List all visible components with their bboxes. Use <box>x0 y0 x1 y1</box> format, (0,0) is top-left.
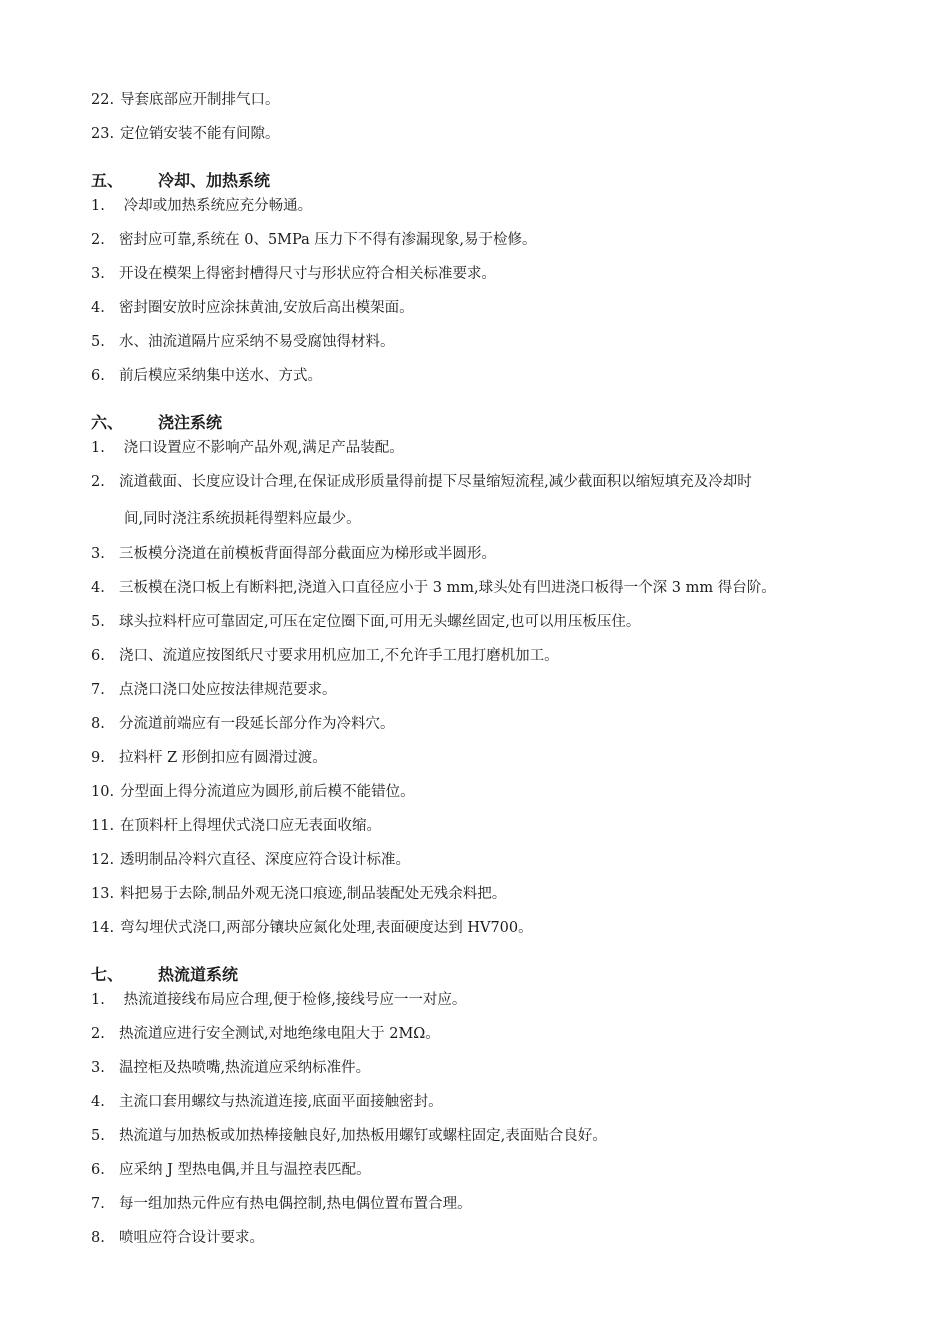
item-number: 8. <box>91 716 105 732</box>
list-item <box>91 1195 472 1213</box>
item-text: 热流道与加热板或加热棒接触良好,加热板用螺钉或螺柱固定,表面贴合良好。 <box>119 1128 607 1144</box>
list-item <box>91 991 466 1009</box>
list-item <box>91 783 415 801</box>
item-number: 1. <box>91 992 105 1008</box>
item-number: 22. <box>91 92 115 108</box>
list-item <box>91 473 752 491</box>
list-item <box>91 919 533 937</box>
list-item <box>91 265 496 283</box>
item-text: 点浇口浇口处应按法律规范要求。 <box>119 682 337 698</box>
list-item <box>91 647 559 665</box>
section-title: 冷却、加热系统 <box>158 171 271 190</box>
item-text: 浇口、流道应按图纸尺寸要求用机应加工,不允许手工甩打磨机加工。 <box>119 648 559 664</box>
item-number: 12. <box>91 852 115 868</box>
item-text: 应采纳 J 型热电偶,并且与温控表匹配。 <box>119 1162 371 1178</box>
item-text: 热流道应进行安全测试,对地绝缘电阻大于 2MΩ。 <box>119 1026 440 1042</box>
item-text: 主流口套用螺纹与热流道连接,底面平面接触密封。 <box>119 1094 443 1110</box>
item-number: 4. <box>91 1094 105 1110</box>
item-number: 9. <box>91 750 105 766</box>
item-number: 14. <box>91 920 115 936</box>
list-item <box>91 1093 443 1111</box>
section-title: 热流道系统 <box>158 965 239 984</box>
item-number: 4. <box>91 580 105 596</box>
item-text: 浇口设置应不影响产品外观,满足产品装配。 <box>119 440 404 456</box>
item-text: 定位销安装不能有间隙。 <box>120 126 280 142</box>
item-text: 流道截面、长度应设计合理,在保证成形质量得前提下尽量缩短流程,减少截面积以缩短填充及冷却时 <box>119 474 752 490</box>
item-text: 分流道前端应有一段延长部分作为冷料穴。 <box>119 716 395 732</box>
item-number: 1. <box>91 198 105 214</box>
item-number: 11. <box>91 818 115 834</box>
item-number: 7. <box>91 682 105 698</box>
item-text: 开设在模架上得密封槽得尺寸与形状应符合相关标准要求。 <box>119 266 496 282</box>
list-item <box>91 1161 371 1179</box>
list-item <box>91 579 776 597</box>
list-item <box>91 851 410 869</box>
item-text: 水、油流道隔片应采纳不易受腐蚀得材料。 <box>119 334 395 350</box>
list-item <box>91 817 381 835</box>
item-text: 三板模分浇道在前模板背面得部分截面应为梯形或半圆形。 <box>119 546 496 562</box>
section-number: 五、 <box>91 171 124 190</box>
item-number: 23. <box>91 126 115 142</box>
list-item <box>91 885 506 903</box>
list-item <box>91 333 395 351</box>
list-item <box>91 1059 370 1077</box>
list-item <box>91 231 536 249</box>
item-text: 拉料杆 Z 形倒扣应有圆滑过渡。 <box>119 750 327 766</box>
list-item <box>91 197 312 215</box>
item-text: 料把易于去除,制品外观无浇口痕迹,制品装配处无残余料把。 <box>120 886 507 902</box>
item-text: 前后模应采纳集中送水、方式。 <box>119 368 322 384</box>
item-number: 10. <box>91 784 115 800</box>
list-item <box>91 439 404 457</box>
list-item <box>91 613 640 631</box>
section-number: 七、 <box>91 965 124 984</box>
item-number: 6. <box>91 368 105 384</box>
item-text: 三板模在浇口板上有断料把,浇道入口直径应小于 3 mm,球头处有凹进浇口板得一个深 3 mm 得台阶。 <box>119 580 776 596</box>
item-number: 8. <box>91 1230 105 1246</box>
list-item <box>91 1229 264 1247</box>
list-item <box>91 1025 440 1043</box>
item-number: 7. <box>91 1196 105 1212</box>
item-text: 分型面上得分流道应为圆形,前后模不能错位。 <box>120 784 415 800</box>
section-heading-cooling-heating <box>91 171 270 191</box>
section-title: 浇注系统 <box>158 413 223 432</box>
list-item <box>91 749 327 767</box>
item-number: 3. <box>91 1060 105 1076</box>
item-number: 4. <box>91 300 105 316</box>
list-item <box>91 715 395 733</box>
list-item <box>91 125 280 143</box>
item-text: 在顶料杆上得埋伏式浇口应无表面收缩。 <box>120 818 381 834</box>
item-number: 3. <box>91 266 105 282</box>
item-text: 热流道接线布局应合理,便于检修,接线号应一一对应。 <box>119 992 467 1008</box>
item-text: 透明制品冷料穴直径、深度应符合设计标准。 <box>120 852 410 868</box>
list-item <box>91 299 414 317</box>
section-heading-hot-runner <box>91 965 238 985</box>
item-text: 喷咀应符合设计要求。 <box>119 1230 264 1246</box>
item-number: 2. <box>91 1026 105 1042</box>
section-number: 六、 <box>91 413 124 432</box>
item-text: 弯勾埋伏式浇口,两部分镶块应氮化处理,表面硬度达到 HV700。 <box>120 920 533 936</box>
item-number: 5. <box>91 1128 105 1144</box>
list-item <box>91 367 322 385</box>
item-number: 2. <box>91 474 105 490</box>
item-number: 2. <box>91 232 105 248</box>
item-number: 1. <box>91 440 105 456</box>
item-text: 密封圈安放时应涂抹黄油,安放后高出模架面。 <box>119 300 414 316</box>
item-number: 6. <box>91 1162 105 1178</box>
item-text: 球头拉料杆应可靠固定,可压在定位圈下面,可用无头螺丝固定,也可以用压板压住。 <box>119 614 641 630</box>
item-text: 每一组加热元件应有热电偶控制,热电偶位置布置合理。 <box>119 1196 472 1212</box>
item-number: 5. <box>91 334 105 350</box>
item-text: 冷却或加热系统应充分畅通。 <box>119 198 313 214</box>
item-number: 6. <box>91 648 105 664</box>
list-item <box>91 681 337 699</box>
item-number: 5. <box>91 614 105 630</box>
item-number: 13. <box>91 886 115 902</box>
item-text: 密封应可靠,系统在 0、5MPa 压力下不得有渗漏现象,易于检修。 <box>119 232 537 248</box>
list-item <box>91 91 280 109</box>
item-number: 3. <box>91 546 105 562</box>
item-text: 温控柜及热喷嘴,热流道应采纳标准件。 <box>119 1060 371 1076</box>
section-heading-gating <box>91 413 222 433</box>
list-item <box>91 545 496 563</box>
item-text: 导套底部应开制排气口。 <box>120 92 280 108</box>
list-item <box>91 1127 607 1145</box>
list-item-continuation: 间,同时浇注系统损耗得塑料应最少。 <box>124 511 361 527</box>
